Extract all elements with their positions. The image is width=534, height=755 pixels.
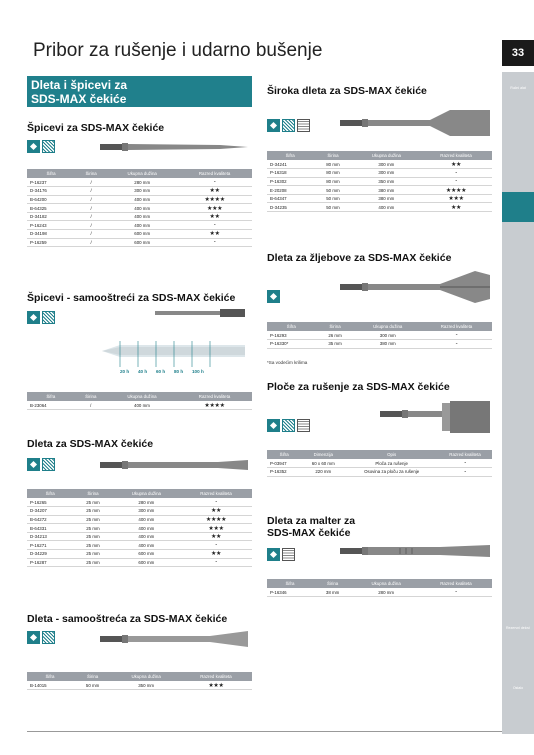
- sds-max-icon: [267, 419, 280, 432]
- side-nav-tab[interactable]: [502, 342, 534, 374]
- side-nav-tab[interactable]: Rezervni delovi: [502, 612, 534, 644]
- table-cell: -: [421, 340, 492, 349]
- table-row: [27, 550, 252, 559]
- table-cell: 25 mm: [73, 550, 112, 559]
- table-cell: D-34176: [27, 187, 75, 196]
- table-row: [27, 195, 252, 204]
- table-cell: 25 mm: [73, 507, 112, 516]
- column-header: Šifra: [267, 450, 301, 459]
- table-row: [267, 331, 492, 340]
- table-cell: 300 mm: [353, 160, 420, 169]
- table-cell: /: [75, 204, 107, 213]
- masonry-material-icon: [282, 548, 295, 561]
- table-row: [27, 401, 252, 410]
- table-cell: ★★: [177, 187, 252, 196]
- table-cell: 50 mm: [73, 681, 112, 690]
- category-header: [27, 76, 252, 107]
- table-cell: 400 mm: [107, 195, 177, 204]
- column-header: Razred kvaliteta: [420, 151, 492, 160]
- side-nav-tab[interactable]: [502, 582, 534, 614]
- column-header: Širina: [75, 392, 107, 401]
- table-row: [27, 681, 252, 690]
- section-title-ploce: Ploče za rušenje za SDS-MAX čekiće: [267, 381, 450, 393]
- table-cell: P-16237: [27, 178, 75, 187]
- gouge-chisel-image: [340, 267, 492, 307]
- table-cell: 280 mm: [113, 498, 180, 507]
- table-cell: P-16302: [267, 177, 313, 186]
- sds-max-icon: [27, 458, 40, 471]
- table-cell: /: [75, 230, 107, 239]
- table-cell: ★★: [177, 230, 252, 239]
- table-row: [267, 194, 492, 203]
- table-cell: ★★★: [180, 681, 252, 690]
- side-nav-tab[interactable]: Ostalo: [502, 672, 534, 704]
- table-cell: 350 mm: [112, 681, 180, 690]
- table-cell: 25 mm: [73, 498, 112, 507]
- column-header: Razred kvaliteta: [420, 579, 492, 588]
- table-cell: 38 mm: [313, 588, 352, 597]
- table-cell: 400 mm: [107, 401, 177, 410]
- column-header: Opis: [345, 450, 438, 459]
- table-cell: 300 mm: [113, 507, 180, 516]
- table-row: [27, 238, 252, 247]
- table-cell: B-64347: [267, 194, 313, 203]
- table-malter: [267, 579, 492, 597]
- table-row: [267, 177, 492, 186]
- page-number: 33: [502, 40, 534, 66]
- concrete-material-icon: [42, 140, 55, 153]
- table-row: [27, 178, 252, 187]
- concrete-material-icon: [282, 119, 295, 132]
- table-cell: 400 mm: [113, 515, 180, 524]
- mortar-chisel-image: [340, 541, 492, 561]
- table-cell: ★★★★: [177, 195, 252, 204]
- wear-label: 40 h: [138, 369, 148, 374]
- table-row: [27, 212, 252, 221]
- column-header: Šifra: [27, 169, 75, 178]
- column-header: Dimenzija: [301, 450, 345, 459]
- table-row: [27, 498, 252, 507]
- column-header: Ukupna dužina: [113, 489, 180, 498]
- table-cell: 35 mm: [316, 340, 355, 349]
- pointed-chisel-image: [100, 140, 250, 154]
- column-header: Ukupna dužina: [353, 151, 420, 160]
- table-cell: P-16243: [27, 221, 75, 230]
- table-row: [27, 515, 252, 524]
- sds-max-icon: [267, 119, 280, 132]
- table-cell: -: [177, 221, 252, 230]
- table-cell: D-34207: [27, 507, 73, 516]
- wide-chisel-image: [340, 108, 492, 138]
- section-title-malter: [267, 515, 355, 539]
- table-cell: 400 mm: [107, 212, 177, 221]
- column-header: Šifra: [27, 489, 73, 498]
- table-cell: /: [75, 195, 107, 204]
- table-cell: 26 mm: [316, 331, 355, 340]
- table-cell: 300 mm: [354, 331, 421, 340]
- table-cell: B-64200: [27, 195, 75, 204]
- table-row: [267, 160, 492, 169]
- table-cell: P-16271: [27, 541, 73, 550]
- table-cell: ★★★★: [180, 515, 252, 524]
- table-cell: /: [75, 187, 107, 196]
- table-cell: -: [177, 238, 252, 247]
- masonry-material-icon: [297, 419, 310, 432]
- table-cell: D-34182: [27, 212, 75, 221]
- table-cell: ★★: [180, 550, 252, 559]
- table-row: [27, 204, 252, 213]
- column-header: Razred kvaliteta: [438, 450, 492, 459]
- table-row: [267, 588, 492, 597]
- table-cell: B-14015: [27, 681, 73, 690]
- table-cell: ★★: [420, 160, 492, 169]
- table-ploce: [267, 450, 492, 477]
- table-cell: 25 mm: [73, 524, 112, 533]
- table-cell: -: [421, 331, 492, 340]
- side-nav-tab[interactable]: [502, 192, 534, 224]
- table-cell: -: [438, 459, 492, 468]
- table-cell: ★★★: [177, 204, 252, 213]
- table-cell: ★★: [420, 203, 492, 212]
- column-header: Razred kvaliteta: [180, 672, 252, 681]
- table-cell: -: [420, 169, 492, 178]
- table-cell: 50 mm: [313, 194, 352, 203]
- side-nav-tab[interactable]: [502, 402, 534, 434]
- side-nav-tab[interactable]: [502, 282, 534, 314]
- column-header: Širina: [73, 489, 112, 498]
- table-cell: P-16259: [27, 238, 75, 247]
- table-cell: 380 mm: [354, 340, 421, 349]
- table-cell: 400 mm: [107, 221, 177, 230]
- concrete-material-icon: [42, 311, 55, 324]
- table-cell: 220 mm: [301, 468, 345, 477]
- concrete-material-icon: [42, 631, 55, 644]
- table-cell: P-16346: [267, 588, 313, 597]
- column-header: Šifra: [267, 151, 313, 160]
- table-cell: -: [438, 468, 492, 477]
- wear-label: 20 h: [120, 369, 130, 374]
- column-header: Razred kvaliteta: [421, 322, 492, 331]
- table-spicevi-samo: [27, 392, 252, 410]
- table-cell: P-16318: [267, 169, 313, 178]
- side-nav-tab[interactable]: [502, 432, 534, 464]
- column-header: Ukupna dužina: [112, 672, 180, 681]
- masonry-material-icon: [297, 119, 310, 132]
- section-title-spicevi: Špicevi za SDS-MAX čekiće: [27, 122, 165, 134]
- table-cell: P-16293: [267, 331, 316, 340]
- table-cell: D-34198: [27, 230, 75, 239]
- section-title-dleta-samo: Dleta - samooštreća za SDS-MAX čekiće: [27, 613, 228, 625]
- side-nav-tab[interactable]: [502, 642, 534, 674]
- table-cell: P-16265: [27, 498, 73, 507]
- self-sharpening-chisel-image: [100, 630, 250, 648]
- side-nav-tab[interactable]: [502, 522, 534, 554]
- column-header: Širina: [313, 579, 352, 588]
- table-cell: 600 mm: [107, 230, 177, 239]
- table-cell: 25 mm: [73, 558, 112, 567]
- table-row: [267, 203, 492, 212]
- table-cell: 300 mm: [353, 169, 420, 178]
- column-header: Šifra: [27, 392, 75, 401]
- table-cell: -: [420, 588, 492, 597]
- table-row: [27, 187, 252, 196]
- side-nav-tab[interactable]: [502, 702, 534, 734]
- table-cell: 25 mm: [73, 541, 112, 550]
- table-cell: B-23064: [27, 401, 75, 410]
- table-cell: 400 mm: [113, 524, 180, 533]
- side-nav-tab[interactable]: [502, 312, 534, 344]
- column-header: Ukupna dužina: [352, 579, 420, 588]
- table-cell: -: [420, 177, 492, 186]
- table-row: [267, 459, 492, 468]
- table-cell: 400 mm: [353, 203, 420, 212]
- sds-max-icon: [27, 140, 40, 153]
- table-cell: Osovina za ploču za rušenje: [345, 468, 438, 477]
- flat-chisel-image: [100, 458, 250, 472]
- table-cell: P-16287: [27, 558, 73, 567]
- table-cell: E-20208: [267, 186, 313, 195]
- section-title-malter-line2: SDS-MAX čekiće: [267, 527, 351, 539]
- table-row: [27, 230, 252, 239]
- table-cell: B-64331: [27, 524, 73, 533]
- table-cell: -: [180, 558, 252, 567]
- table-cell: ★★★: [420, 194, 492, 203]
- table-cell: P-16330*: [267, 340, 316, 349]
- table-cell: 60 x 60 mm: [301, 459, 345, 468]
- table-cell: ★★★★: [177, 401, 252, 410]
- side-nav-tab[interactable]: [502, 552, 534, 584]
- table-zljebove: [267, 322, 492, 349]
- side-navigation: [502, 72, 534, 732]
- column-header: Šifra: [27, 672, 73, 681]
- table-cell: P-16352: [267, 468, 301, 477]
- table-siroka: [267, 151, 492, 212]
- table-cell: B-64272: [27, 515, 73, 524]
- page-title: Pribor za rušenje i udarno bušenje: [33, 40, 323, 61]
- concrete-material-icon: [42, 458, 55, 471]
- table-row: [27, 507, 252, 516]
- table-cell: D-34229: [27, 550, 73, 559]
- side-nav-tab[interactable]: [502, 492, 534, 524]
- table-cell: ★★: [180, 507, 252, 516]
- column-header: Širina: [75, 169, 107, 178]
- side-nav-tab[interactable]: [502, 132, 534, 164]
- table-cell: B-64325: [27, 204, 75, 213]
- column-header: Ukupna dužina: [354, 322, 421, 331]
- table-row: [267, 340, 492, 349]
- column-header: Razred kvaliteta: [180, 489, 252, 498]
- side-nav-tab[interactable]: [502, 372, 534, 404]
- column-header: Širina: [73, 672, 112, 681]
- table-row: [27, 524, 252, 533]
- table-cell: 380 mm: [353, 194, 420, 203]
- sds-max-icon: [27, 631, 40, 644]
- table-cell: ★★★: [180, 524, 252, 533]
- side-nav-tab[interactable]: [502, 222, 534, 254]
- wear-label: 60 h: [156, 369, 166, 374]
- side-nav-tab[interactable]: Ručni alat: [502, 72, 534, 104]
- table-spicevi: [27, 169, 252, 247]
- wear-label: 80 h: [174, 369, 184, 374]
- table-cell: P-03947: [267, 459, 301, 468]
- section-title-siroka: Široka dleta za SDS-MAX čekiće: [267, 85, 427, 97]
- table-cell: -: [177, 178, 252, 187]
- column-header: Šifra: [267, 579, 313, 588]
- side-nav-tab[interactable]: [502, 102, 534, 134]
- table-cell: /: [75, 401, 107, 410]
- table-cell: D-34241: [267, 160, 313, 169]
- footnote: *Sa vodećim krilima: [267, 360, 308, 365]
- bushing-plate-image: [340, 397, 492, 439]
- category-header-line2: SDS-MAX čekiće: [31, 92, 127, 106]
- table-cell: ★★: [180, 532, 252, 541]
- table-cell: 50 mm: [313, 203, 352, 212]
- table-cell: 600 mm: [113, 550, 180, 559]
- table-cell: 80 mm: [313, 160, 352, 169]
- table-cell: /: [75, 178, 107, 187]
- table-cell: 80 mm: [313, 169, 352, 178]
- wear-label: 100 h: [192, 369, 204, 374]
- table-cell: -: [180, 498, 252, 507]
- table-row: [27, 532, 252, 541]
- table-cell: 25 mm: [73, 515, 112, 524]
- column-header: Širina: [313, 151, 352, 160]
- section-title-dleta: Dleta za SDS-MAX čekiće: [27, 438, 154, 450]
- column-header: Šifra: [267, 322, 316, 331]
- table-row: [267, 468, 492, 477]
- table-dleta-samo: [27, 672, 252, 690]
- table-cell: 600 mm: [113, 558, 180, 567]
- side-nav-tab[interactable]: [502, 252, 534, 284]
- sds-max-icon: [27, 311, 40, 324]
- table-row: [27, 541, 252, 550]
- bottom-rule: [27, 731, 502, 732]
- table-cell: 400 mm: [107, 204, 177, 213]
- table-cell: 280 mm: [352, 588, 420, 597]
- table-cell: 280 mm: [107, 178, 177, 187]
- table-cell: 600 mm: [107, 238, 177, 247]
- table-cell: ★★: [177, 212, 252, 221]
- concrete-material-icon: [282, 419, 295, 432]
- section-title-malter-line1: Dleta za malter za: [267, 515, 356, 527]
- section-title-spicevi-samo: Špicevi - samooštreći za SDS-MAX čekiće: [27, 292, 236, 304]
- table-cell: 25 mm: [73, 532, 112, 541]
- table-cell: 50 mm: [313, 186, 352, 195]
- column-header: Širina: [316, 322, 355, 331]
- table-cell: 350 mm: [353, 177, 420, 186]
- table-row: [27, 558, 252, 567]
- column-header: Razred kvaliteta: [177, 392, 252, 401]
- table-cell: Ploča za rušenje: [345, 459, 438, 468]
- table-cell: 400 mm: [113, 541, 180, 550]
- column-header: Ukupna dužina: [107, 392, 177, 401]
- table-cell: -: [180, 541, 252, 550]
- column-header: Ukupna dužina: [107, 169, 177, 178]
- table-cell: D-34213: [27, 532, 73, 541]
- category-header-line1: Dleta i špicevi za: [31, 78, 128, 92]
- side-nav-tab[interactable]: [502, 162, 534, 194]
- table-row: [267, 169, 492, 178]
- table-cell: D-34235: [267, 203, 313, 212]
- table-cell: ★★★★: [420, 186, 492, 195]
- side-nav-tab[interactable]: [502, 462, 534, 494]
- table-cell: /: [75, 221, 107, 230]
- column-header: Razred kvaliteta: [177, 169, 252, 178]
- sds-max-icon: [267, 548, 280, 561]
- table-cell: 400 mm: [113, 532, 180, 541]
- table-cell: /: [75, 212, 107, 221]
- section-title-zljebove: Dleta za žljebove za SDS-MAX čekiće: [267, 252, 452, 264]
- table-cell: /: [75, 238, 107, 247]
- table-cell: 300 mm: [107, 187, 177, 196]
- table-row: [267, 186, 492, 195]
- sds-max-icon: [267, 290, 280, 303]
- table-cell: 380 mm: [353, 186, 420, 195]
- table-row: [27, 221, 252, 230]
- table-dleta: [27, 489, 252, 567]
- table-cell: 80 mm: [313, 177, 352, 186]
